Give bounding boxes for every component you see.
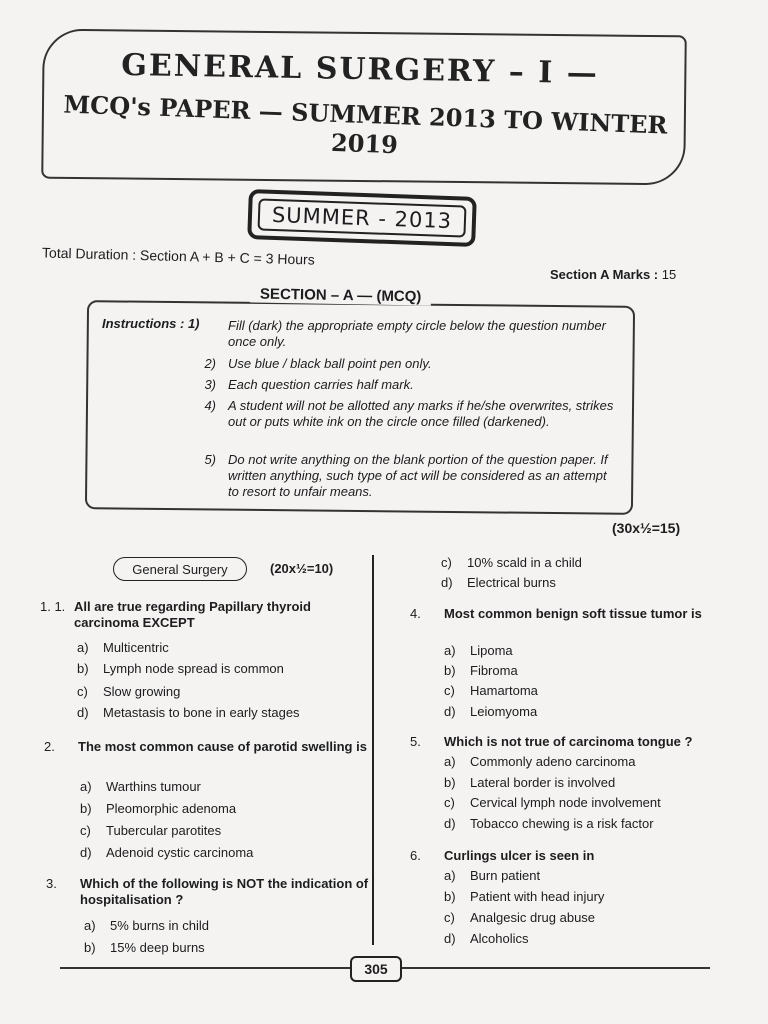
instruction-item: 2) Use blue / black ball point pen only. xyxy=(204,356,432,371)
section-marks-value: 15 xyxy=(661,267,677,282)
option: b) 15% deep burns xyxy=(84,940,205,955)
option: b) Lateral border is involved xyxy=(444,775,616,790)
option: a) 5% burns in child xyxy=(84,918,209,933)
marks-allocation: (30x½=15) xyxy=(612,520,681,536)
option: c) Cervical lymph node involvement xyxy=(444,795,661,810)
duration-text: Total Duration : Section A + B + C = 3 Hours xyxy=(41,244,315,268)
section-title: SECTION – A — (MCQ) xyxy=(250,285,432,305)
question: 3. Which of the following is NOT the indication of hospitalisation ? xyxy=(46,876,369,907)
option: a) Multicentric xyxy=(77,640,169,655)
instruction-item: Fill (dark) the appropriate empty circle below the question number once only. xyxy=(228,318,606,349)
session-label: SUMMER - 2013 xyxy=(258,198,467,237)
question: 2. The most common cause of parotid swelling is xyxy=(44,739,367,754)
option: a) Lipoma xyxy=(444,643,513,658)
instruction-item: 5) Do not write anything on the blank portion of the question paper. If written anything, such type of act will be considered as an attempt to resort to unfair means. xyxy=(204,452,608,499)
subject-marks: (20x½=10) xyxy=(270,561,334,576)
option: c) Tubercular parotites xyxy=(80,823,222,838)
banner-subtitle: MCQ's PAPER — SUMMER 2013 TO WINTER 2019 xyxy=(63,89,668,160)
instructions-label: Instructions : 1) xyxy=(102,316,200,331)
session-badge xyxy=(247,189,477,247)
option: d) Alcoholics xyxy=(444,931,529,946)
option: d) Leiomyoma xyxy=(444,704,538,719)
option: a) Burn patient xyxy=(444,868,541,883)
question: 4. Most common benign soft tissue tumor is xyxy=(410,606,702,621)
option: d) Adenoid cystic carcinoma xyxy=(80,845,254,860)
section-marks-label: Section A Marks : xyxy=(550,267,659,282)
page-number: 305 xyxy=(350,956,402,982)
instruction-item: 3) Each question carries half mark. xyxy=(204,377,414,392)
option: b) Lymph node spread is common xyxy=(77,661,284,676)
option: c) Analgesic drug abuse xyxy=(444,910,596,925)
column-divider xyxy=(372,555,374,945)
option: c) Hamartoma xyxy=(444,683,538,698)
option: d) Electrical burns xyxy=(441,575,556,590)
option: c) Slow growing xyxy=(77,684,181,699)
subject-pill: General Surgery xyxy=(113,557,247,581)
question: 5. Which is not true of carcinoma tongue ? xyxy=(410,734,693,749)
option: b) Fibroma xyxy=(444,663,518,678)
instruction-item: 4) A student will not be allotted any marks if he/she overwrites, strikes out or puts white ink on the circle once filled (darkened). xyxy=(204,398,614,429)
question: 1. 1. All are true regarding Papillary thyroid carcinoma EXCEPT xyxy=(40,599,311,630)
option: a) Warthins tumour xyxy=(80,779,201,794)
question: 6. Curlings ulcer is seen in xyxy=(410,848,595,863)
option: a) Commonly adeno carcinoma xyxy=(444,754,636,769)
banner-title: GENERAL SURGERY – I — xyxy=(120,47,600,92)
section-marks xyxy=(550,267,676,282)
option: b) Pleomorphic adenoma xyxy=(80,801,237,816)
option: d) Metastasis to bone in early stages xyxy=(77,705,300,720)
option: c) 10% scald in a child xyxy=(441,555,582,570)
option: d) Tobacco chewing is a risk factor xyxy=(444,816,654,831)
option: b) Patient with head injury xyxy=(444,889,605,904)
